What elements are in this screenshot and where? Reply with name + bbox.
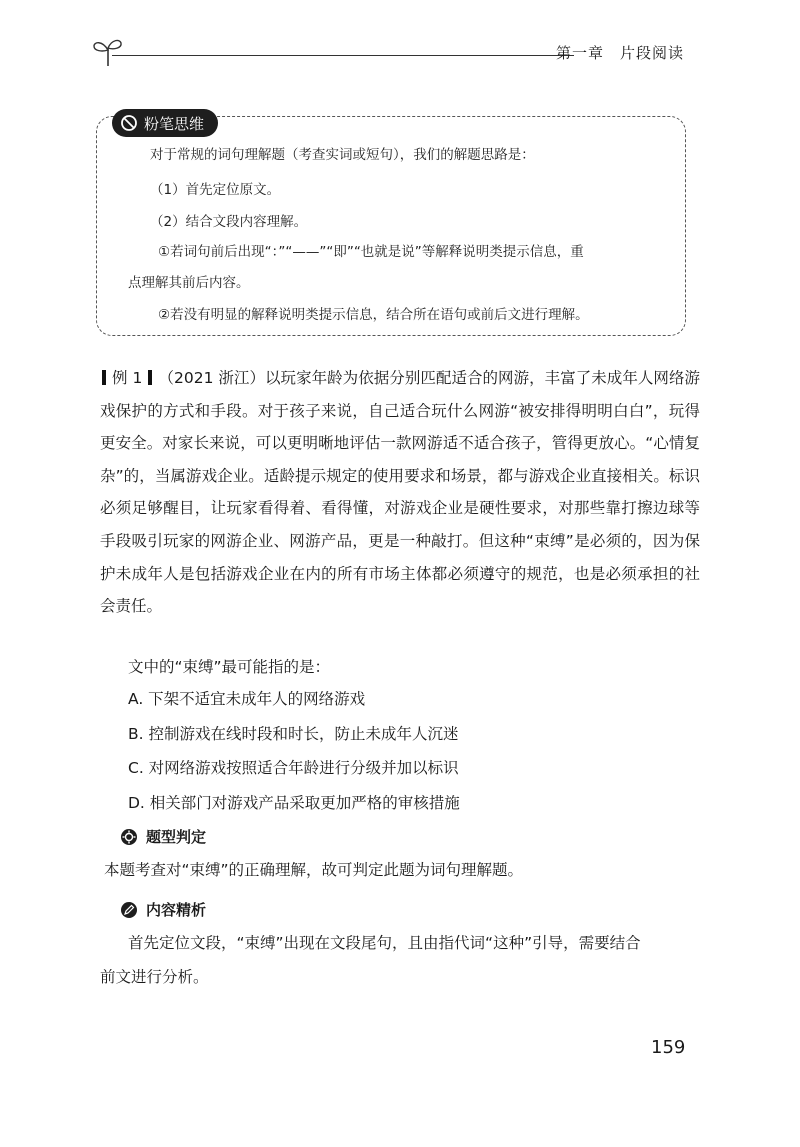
option-c: C. 对网络游戏按照适合年龄进行分级并加以标识	[128, 759, 459, 777]
type-section-text: 本题考查对“束缚”的正确理解，故可判定此题为词句理解题。	[104, 861, 524, 879]
sprout-icon	[88, 34, 128, 70]
chalk-thinking-title: 粉笔思维	[144, 114, 205, 133]
example-paragraph	[100, 362, 700, 623]
question-stem: 文中的“束缚”最可能指的是：	[128, 658, 331, 676]
example-body: 以玩家年龄为依据分别匹配适合的网游，丰富了未成年人网络游戏保护的方式和手段。对于孩子来说，自己适合玩什么网游“被安排得明明白白”，玩得更安全。对家长来说，可以更明晰地评估一款网游适不适合孩子，管得更放心。“心情复杂”的，当属游戏企业。适龄提示规定的使用要求和场景，都与游戏企业直接相关。标识必须足够醒目，让玩家看得着、看得懂，对游戏企业是硬性要求，对那些靠打擦边球等手段吸引玩家的网游企业、网游产品，更是一种敲打。但这种“束缚”是必须的，因为保护未成年人是包括游戏企业在内的所有市场主体都必须遵守的规范，也是必须承担的社会责任。	[100, 369, 700, 616]
box-line: （1）首先定位原文。	[150, 182, 281, 198]
pencil-icon	[120, 901, 138, 919]
bracket-mark	[148, 370, 152, 385]
example-label: 例 1	[112, 369, 143, 387]
bracket-mark	[102, 370, 106, 385]
box-line: ②若没有明显的解释说明类提示信息，结合所在语句或前后文进行理解。	[158, 307, 589, 323]
type-section-title: 题型判定	[146, 828, 207, 846]
header-divider	[112, 55, 574, 56]
example-source: （2021 浙江）	[158, 369, 265, 387]
box-line: 对于常规的词句理解题（考查实词或短句），我们的解题思路是：	[150, 147, 535, 163]
chapter-title: 第一章 片段阅读	[556, 44, 685, 62]
box-line: （2）结合文段内容理解。	[150, 214, 308, 230]
no-sign-icon	[120, 114, 138, 132]
content-section-title: 内容精析	[146, 901, 207, 919]
chalk-thinking-tag	[112, 109, 218, 137]
page-header	[88, 34, 708, 74]
content-section-text: 前文进行分析。	[100, 968, 209, 986]
gear-icon	[120, 828, 138, 846]
option-b: B. 控制游戏在线时段和时长，防止未成年人沉迷	[128, 725, 459, 743]
box-line: ①若词句前后出现“：”“——”“即”“也就是说”等解释说明类提示信息，重	[158, 244, 584, 260]
type-section-heading	[120, 826, 206, 847]
box-line: 点理解其前后内容。	[128, 275, 250, 291]
content-section-heading	[120, 899, 206, 920]
page-number: 159	[651, 1037, 686, 1058]
content-section-text: 首先定位文段，“束缚”出现在文段尾句，且由指代词“这种”引导，需要结合	[128, 934, 641, 952]
option-d: D. 相关部门对游戏产品采取更加严格的审核措施	[128, 794, 460, 812]
option-a: A. 下架不适宜未成年人的网络游戏	[128, 690, 366, 708]
